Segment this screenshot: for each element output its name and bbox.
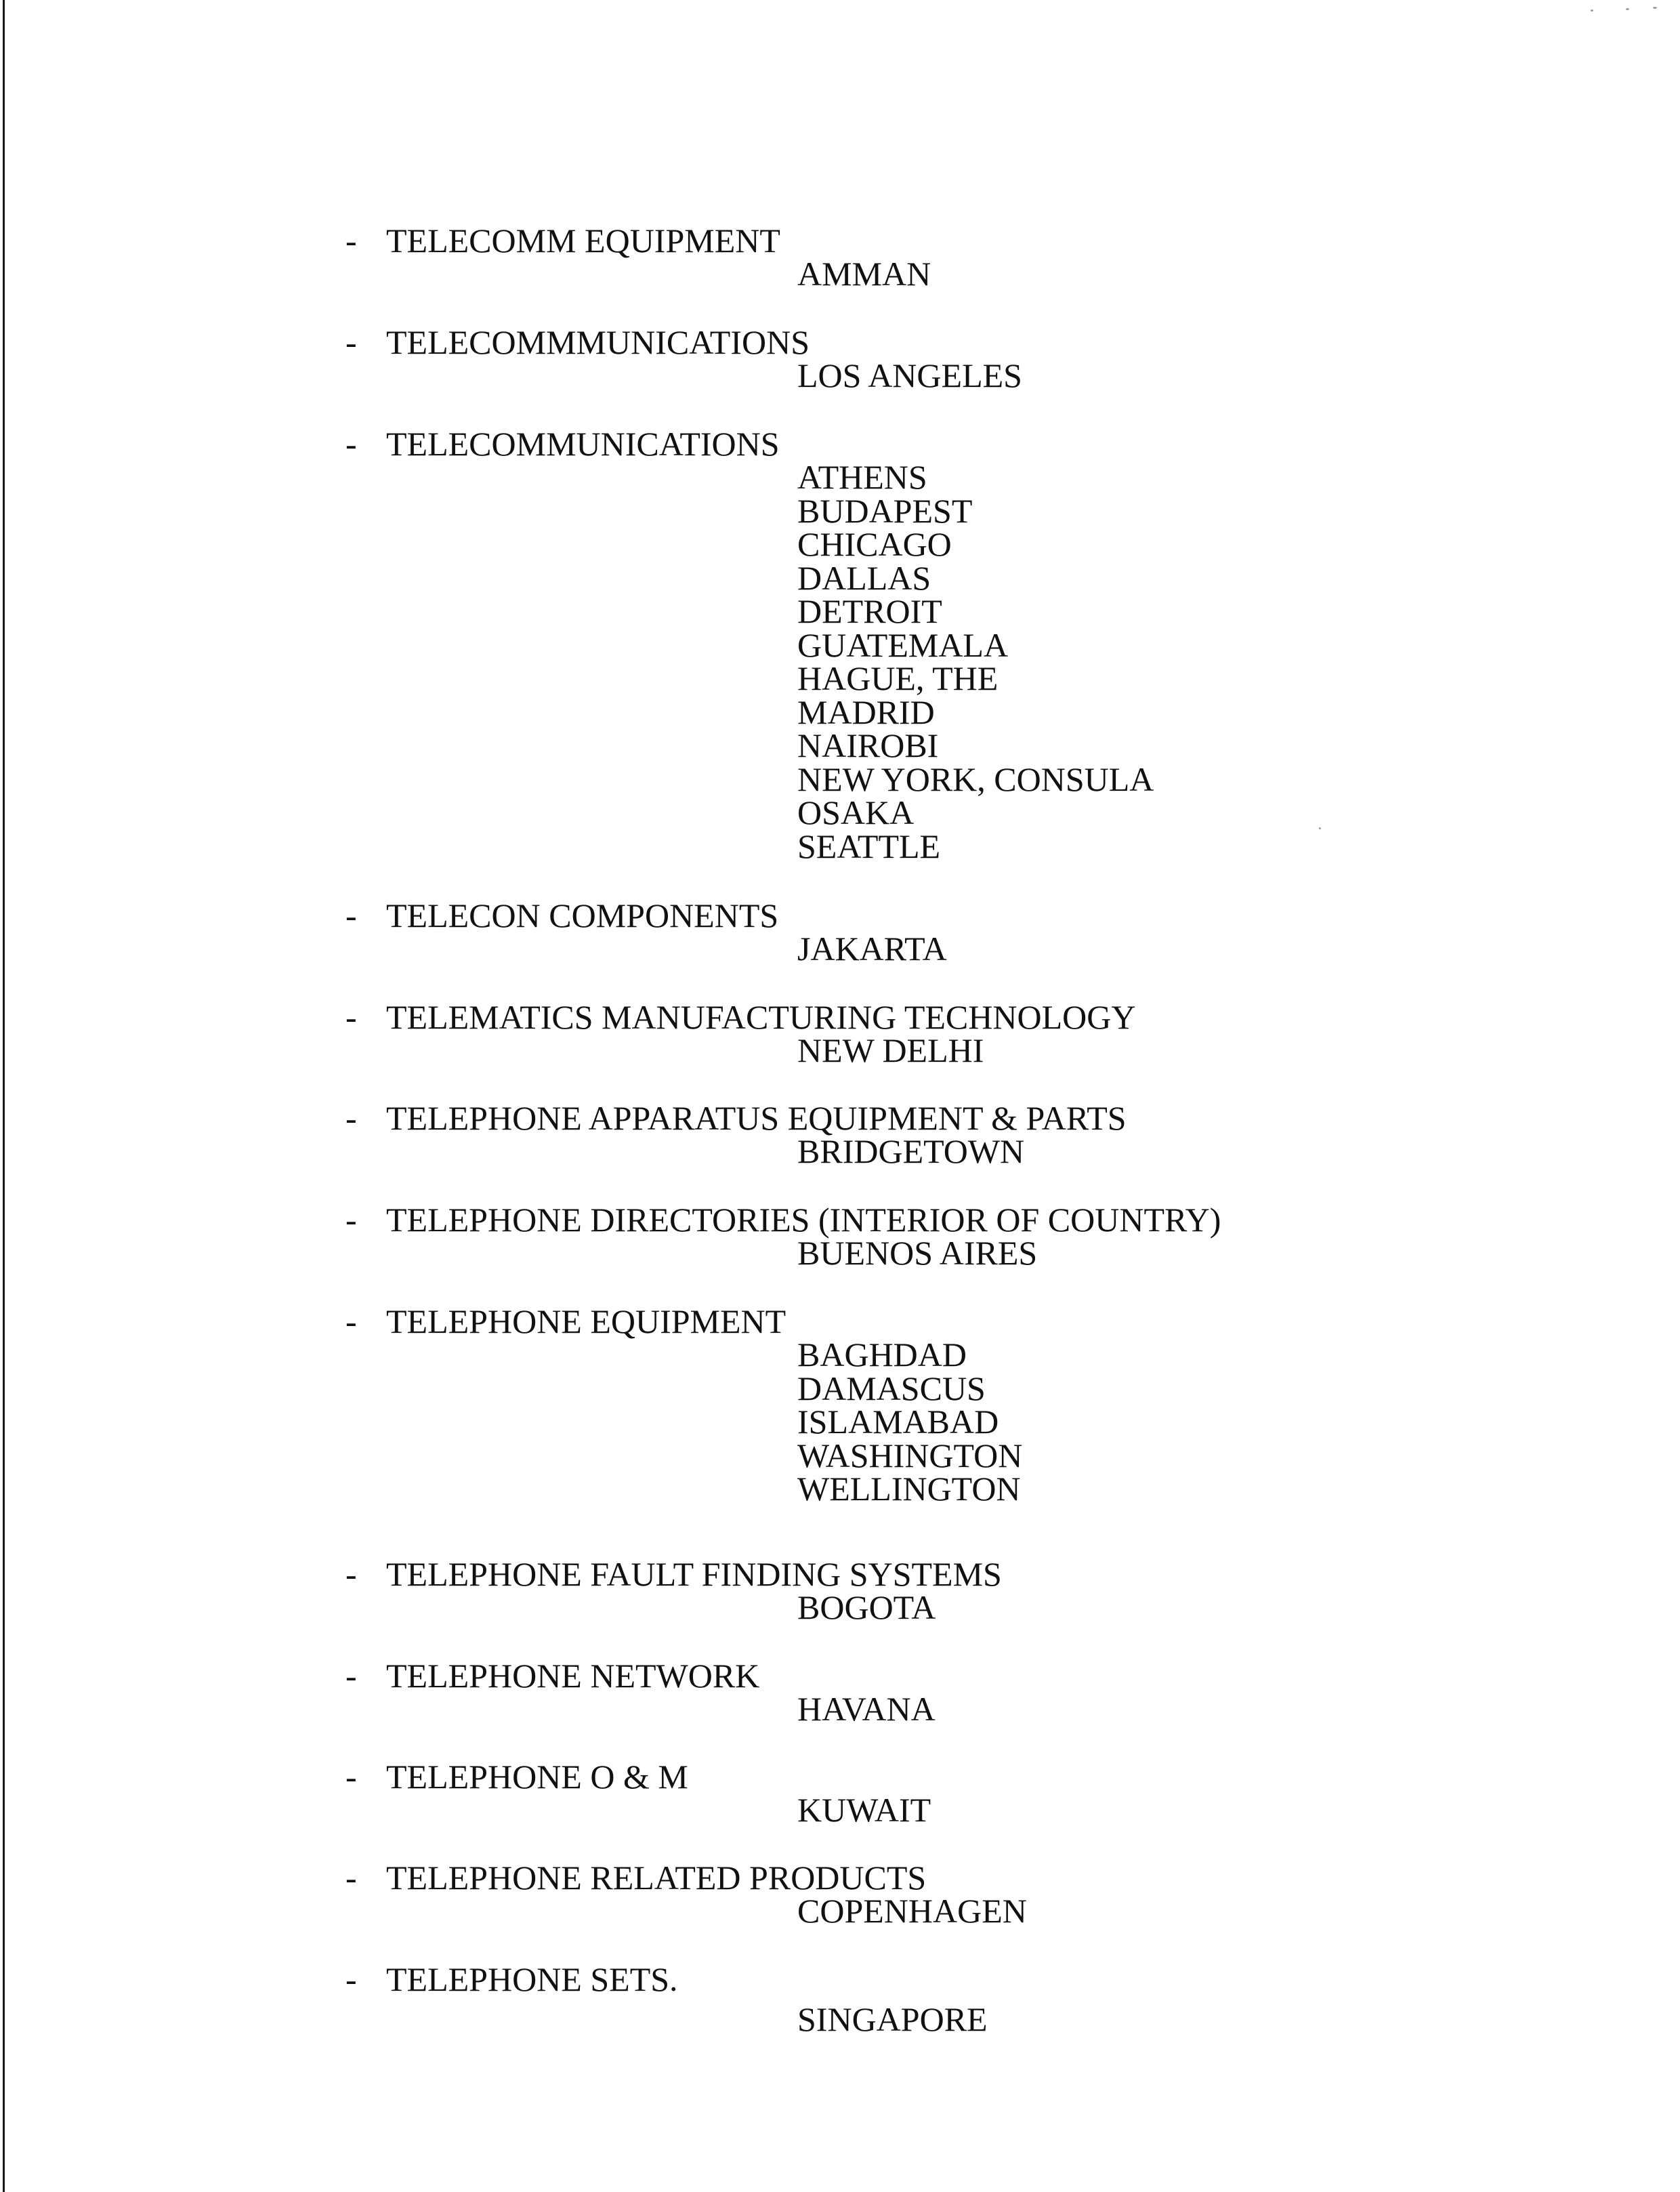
location-list [797, 1892, 1027, 1930]
entry-heading: TELECOMMMUNICATIONS [386, 323, 810, 361]
location-list [797, 1234, 1038, 1272]
location-name: DETROIT [797, 592, 942, 630]
location-list [797, 458, 1154, 865]
page-left-edge-rule [3, 0, 5, 2192]
location-list [797, 1031, 984, 1069]
entry-heading: TELEPHONE RELATED PRODUCTS [386, 1859, 927, 1897]
bullet-dash: - [345, 1201, 357, 1239]
location-list [797, 1132, 1025, 1170]
location-name: DALLAS [797, 558, 931, 597]
location-name: ISLAMABAD [797, 1403, 999, 1441]
entry-heading: TELEPHONE O & M [386, 1758, 688, 1796]
entry-heading: TELEPHONE APPARATUS EQUIPMENT & PARTS [386, 1099, 1127, 1137]
location-name: LOS ANGELES [797, 356, 1022, 394]
location-list [797, 1690, 936, 1728]
location-name: AMMAN [797, 255, 931, 293]
location-name: NEW YORK, CONSULA [797, 760, 1154, 798]
bullet-dash: - [345, 1960, 357, 1998]
location-name: OSAKA [797, 793, 915, 831]
bullet-dash: - [345, 1859, 357, 1897]
location-list [797, 932, 947, 966]
entry-heading: TELECON COMPONENTS [386, 896, 779, 934]
location-name: CHICAGO [797, 525, 952, 563]
bullet-dash: - [345, 222, 357, 260]
entry-heading: TELEPHONE DIRECTORIES (INTERIOR OF COUNTRY) [386, 1201, 1221, 1239]
location-list [797, 257, 931, 291]
entry-heading: TELECOMMUNICATIONS [386, 425, 780, 463]
entry-heading: TELEPHONE SETS. [386, 1960, 678, 1998]
location-name: BOGOTA [797, 1588, 936, 1626]
entry-heading: TELEPHONE EQUIPMENT [386, 1302, 786, 1340]
scan-speck [1319, 827, 1321, 829]
entry-heading: TELEPHONE FAULT FINDING SYSTEMS [386, 1555, 1002, 1593]
location-name: SEATTLE [797, 827, 941, 865]
bullet-dash: - [345, 1555, 357, 1593]
scan-speck [1653, 7, 1657, 9]
location-name: NEW DELHI [797, 1031, 984, 1069]
location-list [797, 2000, 988, 2038]
bullet-dash: - [345, 1099, 357, 1137]
location-name: COPENHAGEN [797, 1892, 1027, 1930]
entry-heading: TELECOMM EQUIPMENT [386, 222, 780, 260]
location-name: BAGHDAD [797, 1336, 967, 1373]
bullet-dash: - [345, 1302, 357, 1340]
bullet-dash: - [345, 1657, 357, 1695]
location-name: HAVANA [797, 1690, 936, 1728]
scan-speck [1591, 9, 1593, 12]
location-name: HAGUE, THE [797, 659, 999, 697]
location-name: ATHENS [797, 458, 927, 496]
location-name: WELLINGTON [797, 1470, 1021, 1508]
location-name: WASHINGTON [797, 1436, 1023, 1474]
location-list [797, 356, 1022, 394]
entry-heading: TELEPHONE NETWORK [386, 1657, 760, 1695]
location-list [797, 1338, 1022, 1506]
location-list [797, 1588, 936, 1626]
location-name: DAMASCUS [797, 1369, 986, 1407]
scan-speck [1626, 8, 1629, 10]
bullet-dash: - [345, 896, 357, 934]
location-name: BRIDGETOWN [797, 1132, 1025, 1170]
bullet-dash: - [345, 1758, 357, 1796]
location-name: JAKARTA [797, 930, 947, 968]
location-name: BUENOS AIRES [797, 1234, 1038, 1272]
location-name: MADRID [797, 692, 935, 731]
location-name: KUWAIT [797, 1791, 931, 1829]
bullet-dash: - [345, 425, 357, 463]
location-name: NAIROBI [797, 726, 939, 764]
bullet-dash: - [345, 998, 357, 1036]
bullet-dash: - [345, 323, 357, 361]
location-name: SINGAPORE [797, 2000, 988, 2038]
entry-heading: TELEMATICS MANUFACTURING TECHNOLOGY [386, 998, 1136, 1036]
location-name: GUATEMALA [797, 625, 1009, 664]
location-list [797, 1791, 931, 1829]
location-name: BUDAPEST [797, 491, 973, 530]
